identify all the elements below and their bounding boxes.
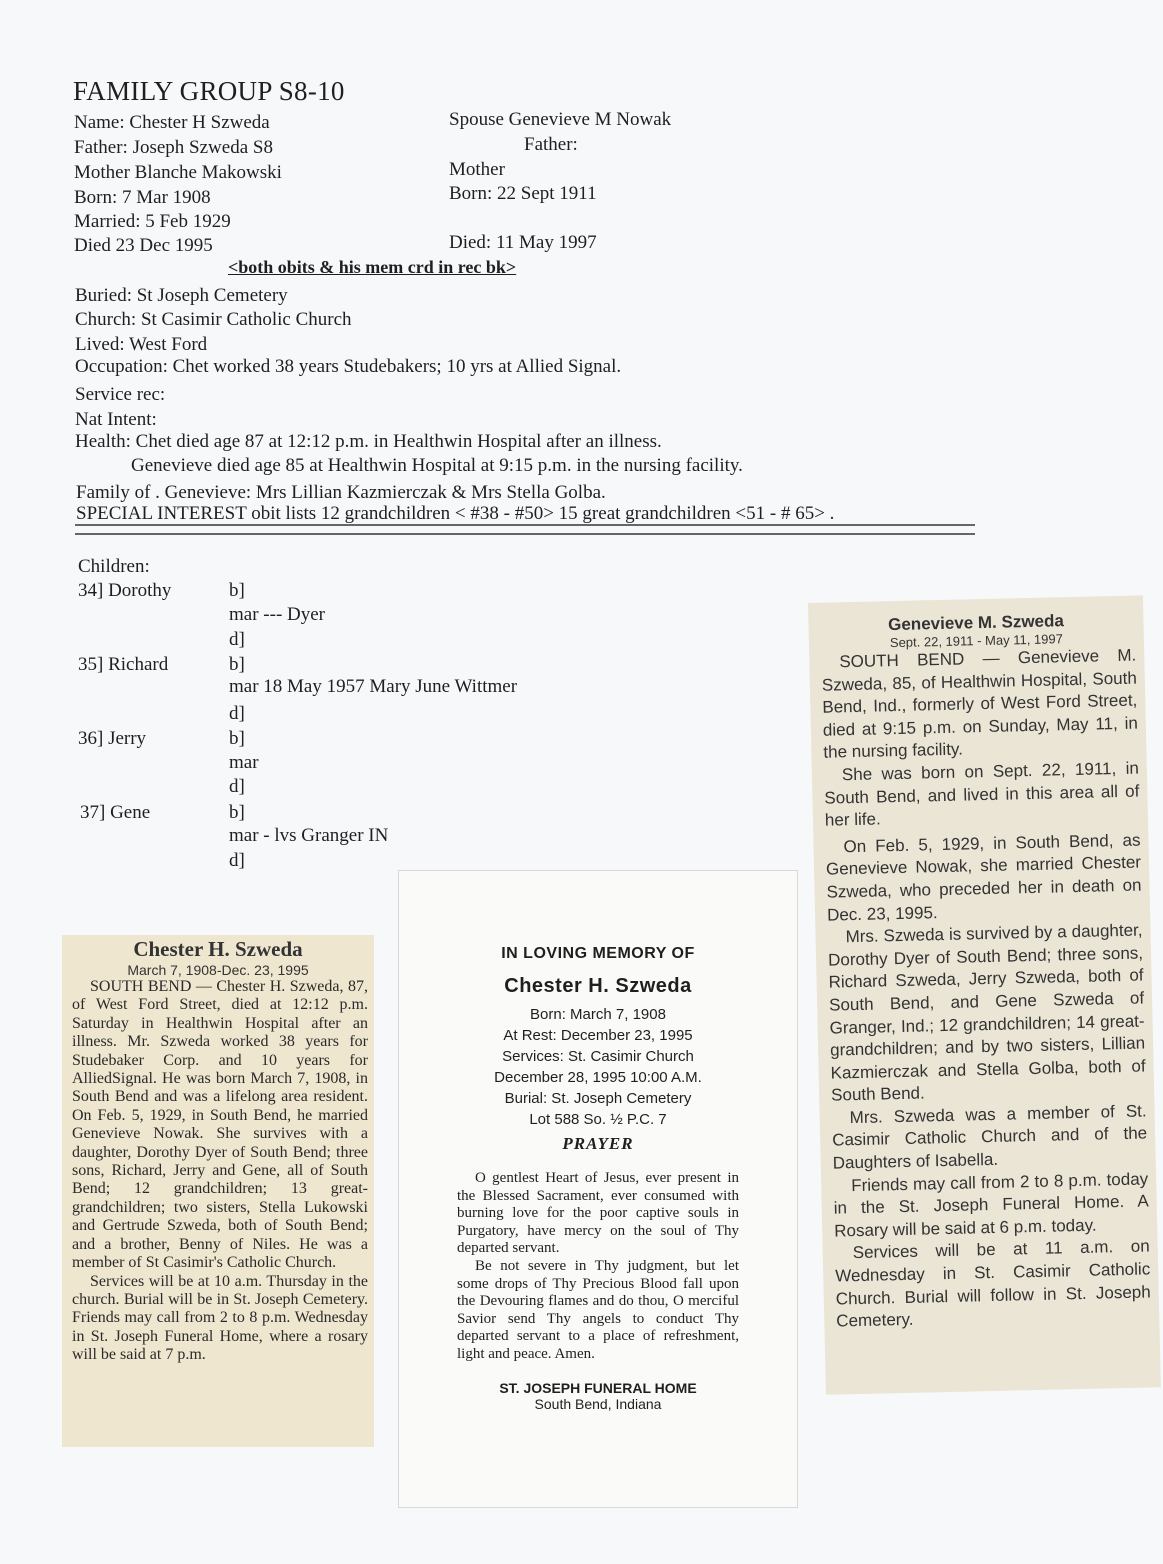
- obituary-paragraph: On Feb. 5, 1929, in South Bend, as Genevieve Nowak, she married Chester Szweda, who preceded her in death on Dec. 23, 1995.: [825, 830, 1142, 925]
- page-title: FAMILY GROUP S8-10: [73, 76, 345, 106]
- born-line: Born: 7 Mar 1908: [74, 187, 211, 208]
- nat-intent-line: Nat Intent:: [75, 409, 157, 430]
- double-rule: [75, 524, 975, 535]
- memorial-services-date: December 28, 1995 10:00 A.M.: [494, 1069, 702, 1086]
- mother-line: Mother Blanche Makowski: [74, 162, 282, 183]
- obituary-chester-clipping: [62, 935, 374, 1447]
- obituary-paragraph: She was born on Sept. 22, 1911, in South Bend, and lived in this area all of her life.: [824, 758, 1140, 830]
- obituary-body: [62, 978, 374, 1365]
- memorial-heading: IN LOVING MEMORY OF: [501, 945, 695, 962]
- health-line-2: Genevieve died age 85 at Healthwin Hospital at 9:15 p.m. in the nursing facility.: [131, 455, 743, 476]
- spouse-died-line: Died: 11 May 1997: [449, 232, 597, 253]
- child-born: b]: [229, 654, 245, 675]
- obituary-body: [809, 644, 1159, 1333]
- memorial-services: Services: St. Casimir Church: [502, 1048, 694, 1065]
- health-line-1: Health: Chet died age 87 at 12:12 p.m. in Healthwin Hospital after an illness.: [75, 431, 662, 452]
- obituary-genevieve-clipping: [808, 595, 1161, 1394]
- memorial-burial: Burial: St. Joseph Cemetery: [504, 1090, 692, 1107]
- obituary-paragraph: Services will be at 10 a.m. Thursday in the church. Burial will be in St. Joseph Cemetery. Friends may call from 2 to 8 p.m. Wednesday in St. Joseph Funeral Home, where a rosary will be said at 7 p.m.: [72, 1272, 368, 1364]
- obituary-paragraph: SOUTH BEND — Genevieve M. Szweda, 85, of Healthwin Hospital, South Bend, Ind., formerly of West Ford Street, died at 9:15 p.m. on Sunday, May 11, in the nursing facility.: [821, 645, 1139, 763]
- children-heading: Children:: [78, 556, 150, 577]
- memorial-rest: At Rest: December 23, 1995: [503, 1027, 693, 1044]
- records-note: <both obits & his mem crd in rec bk>: [228, 257, 517, 277]
- memorial-name: Chester H. Szweda: [504, 975, 692, 997]
- funeral-home-name: ST. JOSEPH FUNERAL HOME: [499, 1379, 697, 1396]
- child-died: d]: [229, 850, 245, 871]
- memorial-card: [398, 870, 798, 1508]
- funeral-home-city: South Bend, Indiana: [534, 1395, 662, 1412]
- memorial-info: [399, 1004, 797, 1130]
- child-died: d]: [229, 776, 245, 797]
- obituary-dates: March 7, 1908-Dec. 23, 1995: [127, 962, 309, 978]
- child-born: b]: [229, 580, 245, 601]
- child-died: d]: [229, 629, 245, 650]
- obituary-paragraph: Friends may call from 2 to 8 p.m. today in the St. Joseph Funeral Home. A Rosary will be said at 6 p.m. today.: [833, 1169, 1149, 1241]
- child-died: d]: [229, 703, 245, 724]
- obituary-title: Genevieve M. Szweda: [887, 611, 1065, 635]
- name-line: Name: Chester H Szweda: [74, 112, 270, 133]
- child-born: b]: [229, 728, 245, 749]
- service-line: Service rec:: [75, 384, 166, 405]
- child-married: mar - lvs Granger IN: [229, 825, 389, 846]
- spouse-father-line: Father:: [524, 134, 578, 155]
- prayer-text: [399, 1170, 797, 1364]
- prayer-title: PRAYER: [562, 1134, 634, 1153]
- child-name: 37] Gene: [80, 802, 151, 823]
- child-name: 34] Dorothy: [78, 580, 172, 601]
- child-born: b]: [229, 802, 245, 823]
- child-name: 36] Jerry: [78, 728, 147, 749]
- obituary-paragraph: Mrs. Szweda was a member of St. Casimir Catholic Church and of the Daughters of Isabella.: [831, 1101, 1148, 1173]
- father-line: Father: Joseph Szweda S8: [74, 137, 273, 158]
- child-married: mar: [229, 752, 259, 773]
- prayer-paragraph: Be not severe in Thy judgment, but let some drops of Thy Precious Blood fall upon the Devouring flames and do thou, O merciful Savior send Thy angels to conduct Thy departed servant to a place of refreshment, light and peace. Amen.: [457, 1257, 739, 1362]
- obituary-paragraph: Mrs. Szweda is survived by a daughter, Dorothy Dyer of South Bend; three sons, Richard Szweda, Jerry Szweda, both of South Bend, and Gene Szweda of Granger, Ind.; 12 grandchildren; 14 great-grandchildren; and by two sisters, Lillian Kazmierczak and Stella Golba, both of South Bend.: [827, 920, 1146, 1105]
- obituary-title: Chester H. Szweda: [133, 937, 303, 961]
- buried-line: Buried: St Joseph Cemetery: [75, 285, 288, 306]
- obituary-paragraph: Services will be at 11 a.m. on Wednesday in St. Casimir Catholic Church. Burial will follow in St. Joseph Cemetery.: [835, 1236, 1151, 1331]
- married-line: Married: 5 Feb 1929: [74, 211, 231, 232]
- occupation-line: Occupation: Chet worked 38 years Studebakers; 10 yrs at Allied Signal.: [75, 356, 622, 377]
- funeral-home: [399, 1380, 797, 1412]
- church-line: Church: St Casimir Catholic Church: [75, 309, 352, 330]
- special-interest-line: SPECIAL INTEREST obit lists 12 grandchildren < #38 - #50> 15 great grandchildren <51 - # 65> .: [76, 503, 835, 524]
- memorial-born: Born: March 7, 1908: [530, 1006, 666, 1023]
- spouse-mother-line: Mother: [449, 159, 505, 180]
- lived-line: Lived: West Ford: [75, 334, 208, 355]
- spouse-born-line: Born: 22 Sept 1911: [449, 183, 597, 204]
- obituary-paragraph: SOUTH BEND — Chester H. Szweda, 87, of West Ford Street, died at 12:12 p.m. Saturday in Healthwin Hospital after an illness. Mr. Szweda worked 38 years for Studebaker Corp. and 10 years for AlliedSignal. He was born March 7, 1908, in South Bend and was a lifelong area resident. On Feb. 5, 1929, in South Bend, he married Genevieve Nowak. She survives with a daughter, Dorothy Dyer of South Bend; three sons, Richard, Jerry and Gene, all of South Bend; 12 grandchildren; 13 great-grandchildren; two sisters, Stella Lukowski and Gertrude Szweda, both of South Bend; and a brother, Benny of Niles. He was a member of St Casimir's Catholic Church.: [72, 978, 368, 1272]
- memorial-lot: Lot 588 So. ½ P.C. 7: [529, 1111, 667, 1128]
- died-line: Died 23 Dec 1995: [74, 235, 213, 256]
- prayer-paragraph: O gentlest Heart of Jesus, ever present in the Blessed Sacrament, ever consumed with burning love for the poor captive souls in Purgatory, have mercy on the soul of Thy departed servant.: [457, 1170, 739, 1257]
- child-married: mar 18 May 1957 Mary June Wittmer: [229, 676, 518, 697]
- obituary-dates: Sept. 22, 1911 - May 11, 1997: [889, 631, 1064, 651]
- child-name: 35] Richard: [78, 654, 169, 675]
- spouse-line: Spouse Genevieve M Nowak: [449, 109, 672, 130]
- family-line: Family of . Genevieve: Mrs Lillian Kazmierczak & Mrs Stella Golba.: [76, 482, 606, 503]
- child-married: mar --- Dyer: [229, 604, 326, 625]
